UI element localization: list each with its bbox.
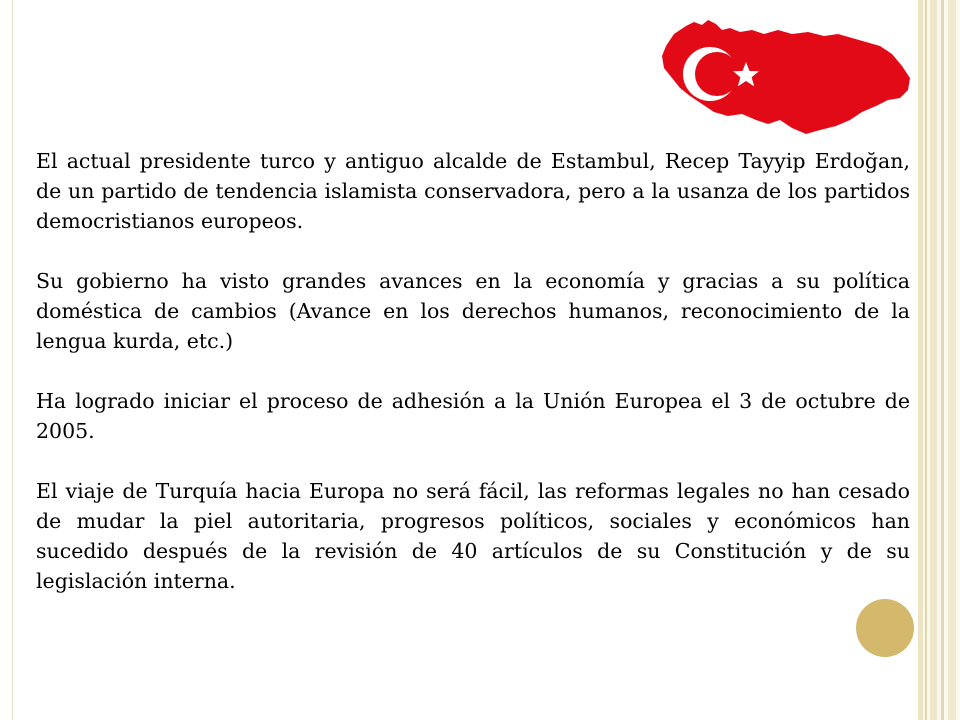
paragraph: El actual presidente turco y antiguo alcalde de Estambul, Recep Tayyip Erdoğan, de un partido de tendencia islamista conservadora, pero a la usanza de los partidos democristianos europeos. [36,149,910,233]
right-stripe [948,0,956,720]
slide-body-text [36,146,910,626]
paragraph: Su gobierno ha visto grandes avances en la economía y gracias a su política doméstica de cambios (Avance en los derechos humanos, reconocimiento de la lengua kurda, etc.) [36,269,910,353]
right-stripe [941,0,944,720]
paragraph: Ha logrado iniciar el proceso de adhesión a la Unión Europea el 3 de octubre de 2005. [36,389,910,443]
right-stripe [918,0,923,720]
right-stripe [925,0,927,720]
left-border-line [12,0,13,720]
right-stripe [930,0,937,720]
turkey-flag-map-icon [660,16,914,138]
paragraph: El viaje de Turquía hacia Europa no será fácil, las reformas legales no han cesado de mudar la piel autoritaria, progresos políticos, sociales y económicos han sucedido después de la revisión de 40 artículos de su Constitución y de su legislación interna. [36,479,910,593]
